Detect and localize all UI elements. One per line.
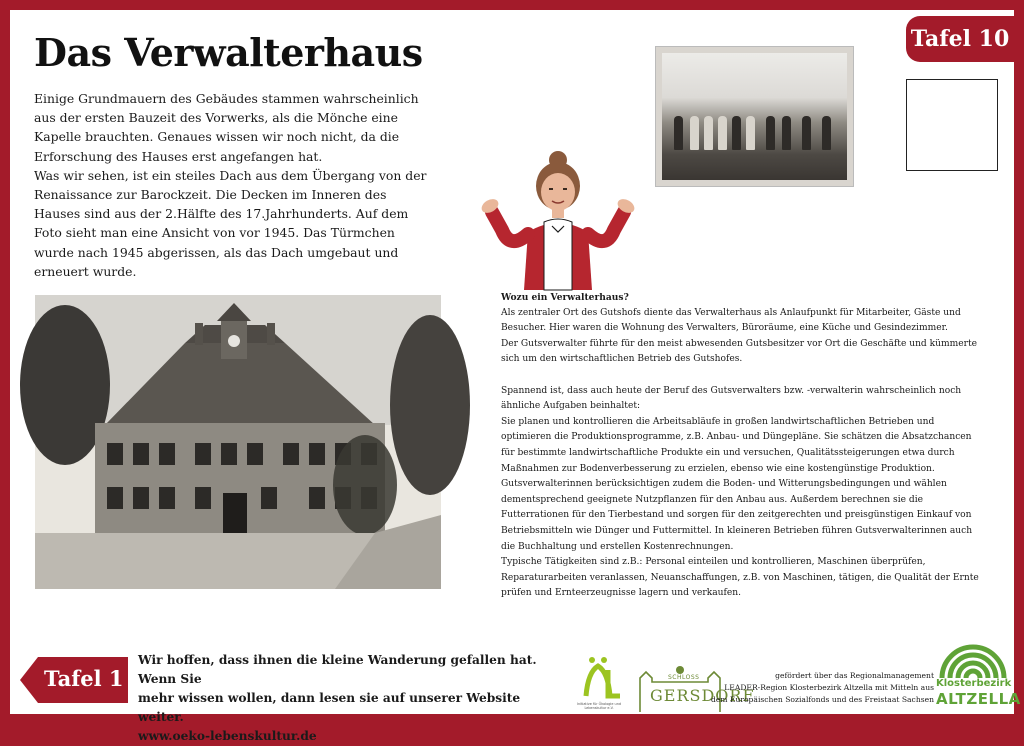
intro-paragraph: Was wir sehen, ist ein steiles Dach aus dem Übergang von der Renaissance zur Barockzeit. Die Decken im Inneren des Hauses sind aus der 2.Hälfte des 17.Jahrhunderts. Auf dem Foto sieht man eine Ansicht von vor 1945. Das Türmchen wurde nach 1945 abgerissen, als das Dach umgebaut und erneuert wurde. xyxy=(34,167,427,279)
tafel-prev-label: Tafel 1 xyxy=(44,666,124,691)
gersdorf-logo-big: GERSDORF xyxy=(650,686,755,705)
funding-note xyxy=(710,670,934,706)
website-link[interactable]: www.oeko-lebenskultur.de xyxy=(138,729,317,743)
intro-text xyxy=(34,89,434,281)
footer-line: mehr wissen wollen, dann lesen sie auf unserer Website weiter. xyxy=(138,691,521,724)
tafel-prev-badge xyxy=(20,657,128,703)
poster-panel xyxy=(10,10,1021,743)
page-title: Das Verwalterhaus xyxy=(34,30,423,75)
oel-logo-mark xyxy=(572,652,626,702)
info-paragraph: Typische Tätigkeiten sind z.B.: Personal einteilen und kontrollieren, Maschinen überprüfen, Reparaturarbeiten veranlassen, Neuanschaffungen, z.B. von Maschinen, tätigen, die Qualität der Ernte prüfen und Ernteerzeugnisse lagern und verkaufen. xyxy=(501,557,979,599)
altzella-logo-line2: ALTZELLA xyxy=(936,690,1021,708)
rainbow-arches-icon xyxy=(936,630,1010,680)
altzella-logo-line1: Klosterbezirk xyxy=(936,678,1012,689)
verwalterhaus-photo xyxy=(35,295,441,589)
gersdorf-logo-small: SCHLOSS xyxy=(668,674,700,681)
empty-frame xyxy=(906,79,998,171)
info-paragraph: Spannend ist, dass auch heute der Beruf des Gutsverwalters bzw. -verwalterin wahrscheinlich noch ähnliche Aufgaben beinhaltet: xyxy=(501,385,962,412)
info-heading: Wozu ein Verwalterhaus? xyxy=(501,292,629,303)
tafel-current-badge: Tafel 10 xyxy=(906,16,1014,62)
info-text xyxy=(501,290,986,602)
info-paragraph: Gutsverwalterinnen berücksichtigen zudem die Boden- und Witterungsbedingungen und wählen dementsprechend geeignete Nutzpflanzen für den Anbau aus. Außerdem berechnen sie die Futterrationen für den Tierbestand und sorgen für den zeitgerechten und preisgünstigen Einkauf von Betriebsmitteln wie Dünger und Futtermittel. In kleineren Betrieben führen Gutsverwalterinnen auch die Buchhaltung und erstellen Kostenrechnungen. xyxy=(501,479,973,552)
info-paragraph: Als zentraler Ort des Gutshofs diente das Verwalterhaus als Anlaufpunkt für Mitarbeiter, Gäste und Besucher. Hier waren die Wohnung des Verwalters, Büroräume, eine Küche und Gesindezimmer. xyxy=(501,307,961,334)
woman-shrugging-illustration xyxy=(478,140,638,290)
footer-message xyxy=(138,651,538,746)
intro-paragraph: Einige Grundmauern des Gebäudes stammen wahrscheinlich aus der ersten Bauzeit des Vorwerks, als die Mönche eine Kapelle brauchten. Genaues wissen wir noch nicht, da die Erforschung des Hauses erst angefangen hat. xyxy=(34,91,419,164)
funding-line: gefördert über das Regionalmanagement xyxy=(775,671,934,680)
funding-line: LEADER-Region Klosterbezirk Altzella mit Mitteln aus xyxy=(724,683,934,692)
info-paragraph: Sie planen und kontrollieren die Arbeitsabläufe in großen landwirtschaftlichen Betrieben und optimieren die Produktionsprogramme, z.B. Anbau- und Düngepläne. Sie schätzen die Absatzchancen für bestimmte landwirtschaftliche Produkte ein und versuchen, Qualitätssteigerungen etwa durch Maßnahmen zur Bodenverbesserung zu erzielen, ebenso wie eine kostengünstige Produktion. xyxy=(501,416,972,474)
oel-logo-caption: Initiative für Ökologie und Lebenskultur e.V. xyxy=(576,702,621,710)
field-workers-photo xyxy=(656,47,853,186)
footer-line: Wir hoffen, dass ihnen die kleine Wanderung gefallen hat. Wenn Sie xyxy=(138,653,537,686)
info-paragraph: Der Gutsverwalter führte für den meist abwesenden Gutsbesitzer vor Ort die Geschäfte und kümmerte sich um den wirtschaftlichen Betrieb des Gutshofes. xyxy=(501,338,978,365)
funding-line: dem Europäischen Sozialfonds und des Freistaat Sachsen xyxy=(710,695,934,704)
oel-logo xyxy=(572,652,626,712)
altzella-logo xyxy=(936,630,1021,714)
